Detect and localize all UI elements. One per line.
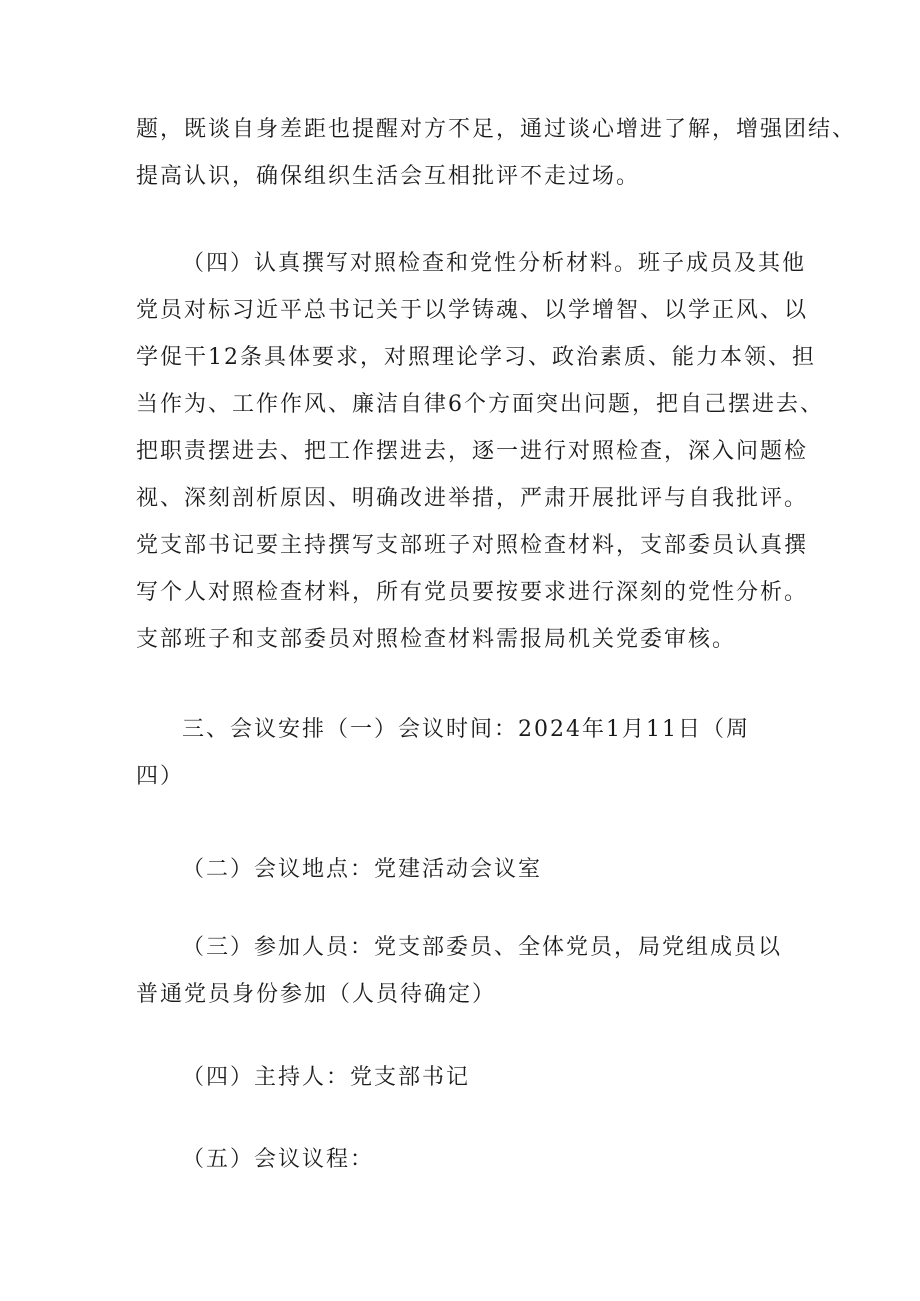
text-line: （二）会议地点：党建活动会议室 bbox=[182, 857, 543, 882]
text-line: 视、深刻剖析原因、明确改进举措，严肃开展批评与自我批评。 bbox=[136, 486, 809, 511]
text-line: （四）主持人：党支部书记 bbox=[182, 1065, 471, 1090]
paragraph-host bbox=[136, 1054, 796, 1101]
section-heading-meeting-arrangement: 三、会议安排（一）会议时间：2024年1月11日（周 bbox=[182, 717, 750, 742]
paragraph-meeting-location bbox=[136, 846, 796, 893]
paragraph-agenda bbox=[136, 1136, 796, 1183]
text-line: 支部班子和支部委员对照检查材料需报局机关党委审核。 bbox=[136, 627, 737, 652]
text-line: 题，既谈自身差距也提醒对方不足，通过谈心增进了解，增强团结、 bbox=[136, 117, 857, 142]
paragraph-participants bbox=[136, 924, 796, 1018]
text-line: 提高认识，确保组织生活会互相批评不走过场。 bbox=[136, 164, 641, 189]
text-line: 把职责摆进去、把工作摆进去，逐一进行对照检查，深入问题检 bbox=[136, 439, 809, 464]
text-line: （三）参加人员：党支部委员、全体党员，局党组成员以 bbox=[182, 935, 783, 960]
text-line: 当作为、工作作风、廉洁自律6个方面突出问题，把自己摆进去、 bbox=[136, 392, 824, 417]
paragraph-meeting-time bbox=[136, 706, 796, 800]
text-line: 党支部书记要主持撰写支部班子对照检查材料，支部委员认真撰 bbox=[136, 533, 809, 558]
text-line: 写个人对照检查材料，所有党员要按要求进行深刻的党性分析。 bbox=[136, 580, 809, 605]
paragraph-criticism-continuation bbox=[136, 106, 857, 200]
text-line: 党员对标习近平总书记关于以学铸魂、以学增智、以学正风、以 bbox=[136, 298, 809, 323]
text-line: 四） bbox=[136, 764, 185, 789]
text-line: （五）会议议程： bbox=[182, 1147, 375, 1172]
text-line: 普通党员身份参加（人员待确定） bbox=[136, 982, 497, 1007]
paragraph-self-inspection-materials bbox=[136, 240, 824, 663]
text-line: （四）认真撰写对照检查和党性分析材料。班子成员及其他 bbox=[182, 251, 807, 276]
text-line: 学促干12条具体要求，对照理论学习、政治素质、能力本领、担 bbox=[136, 345, 816, 370]
